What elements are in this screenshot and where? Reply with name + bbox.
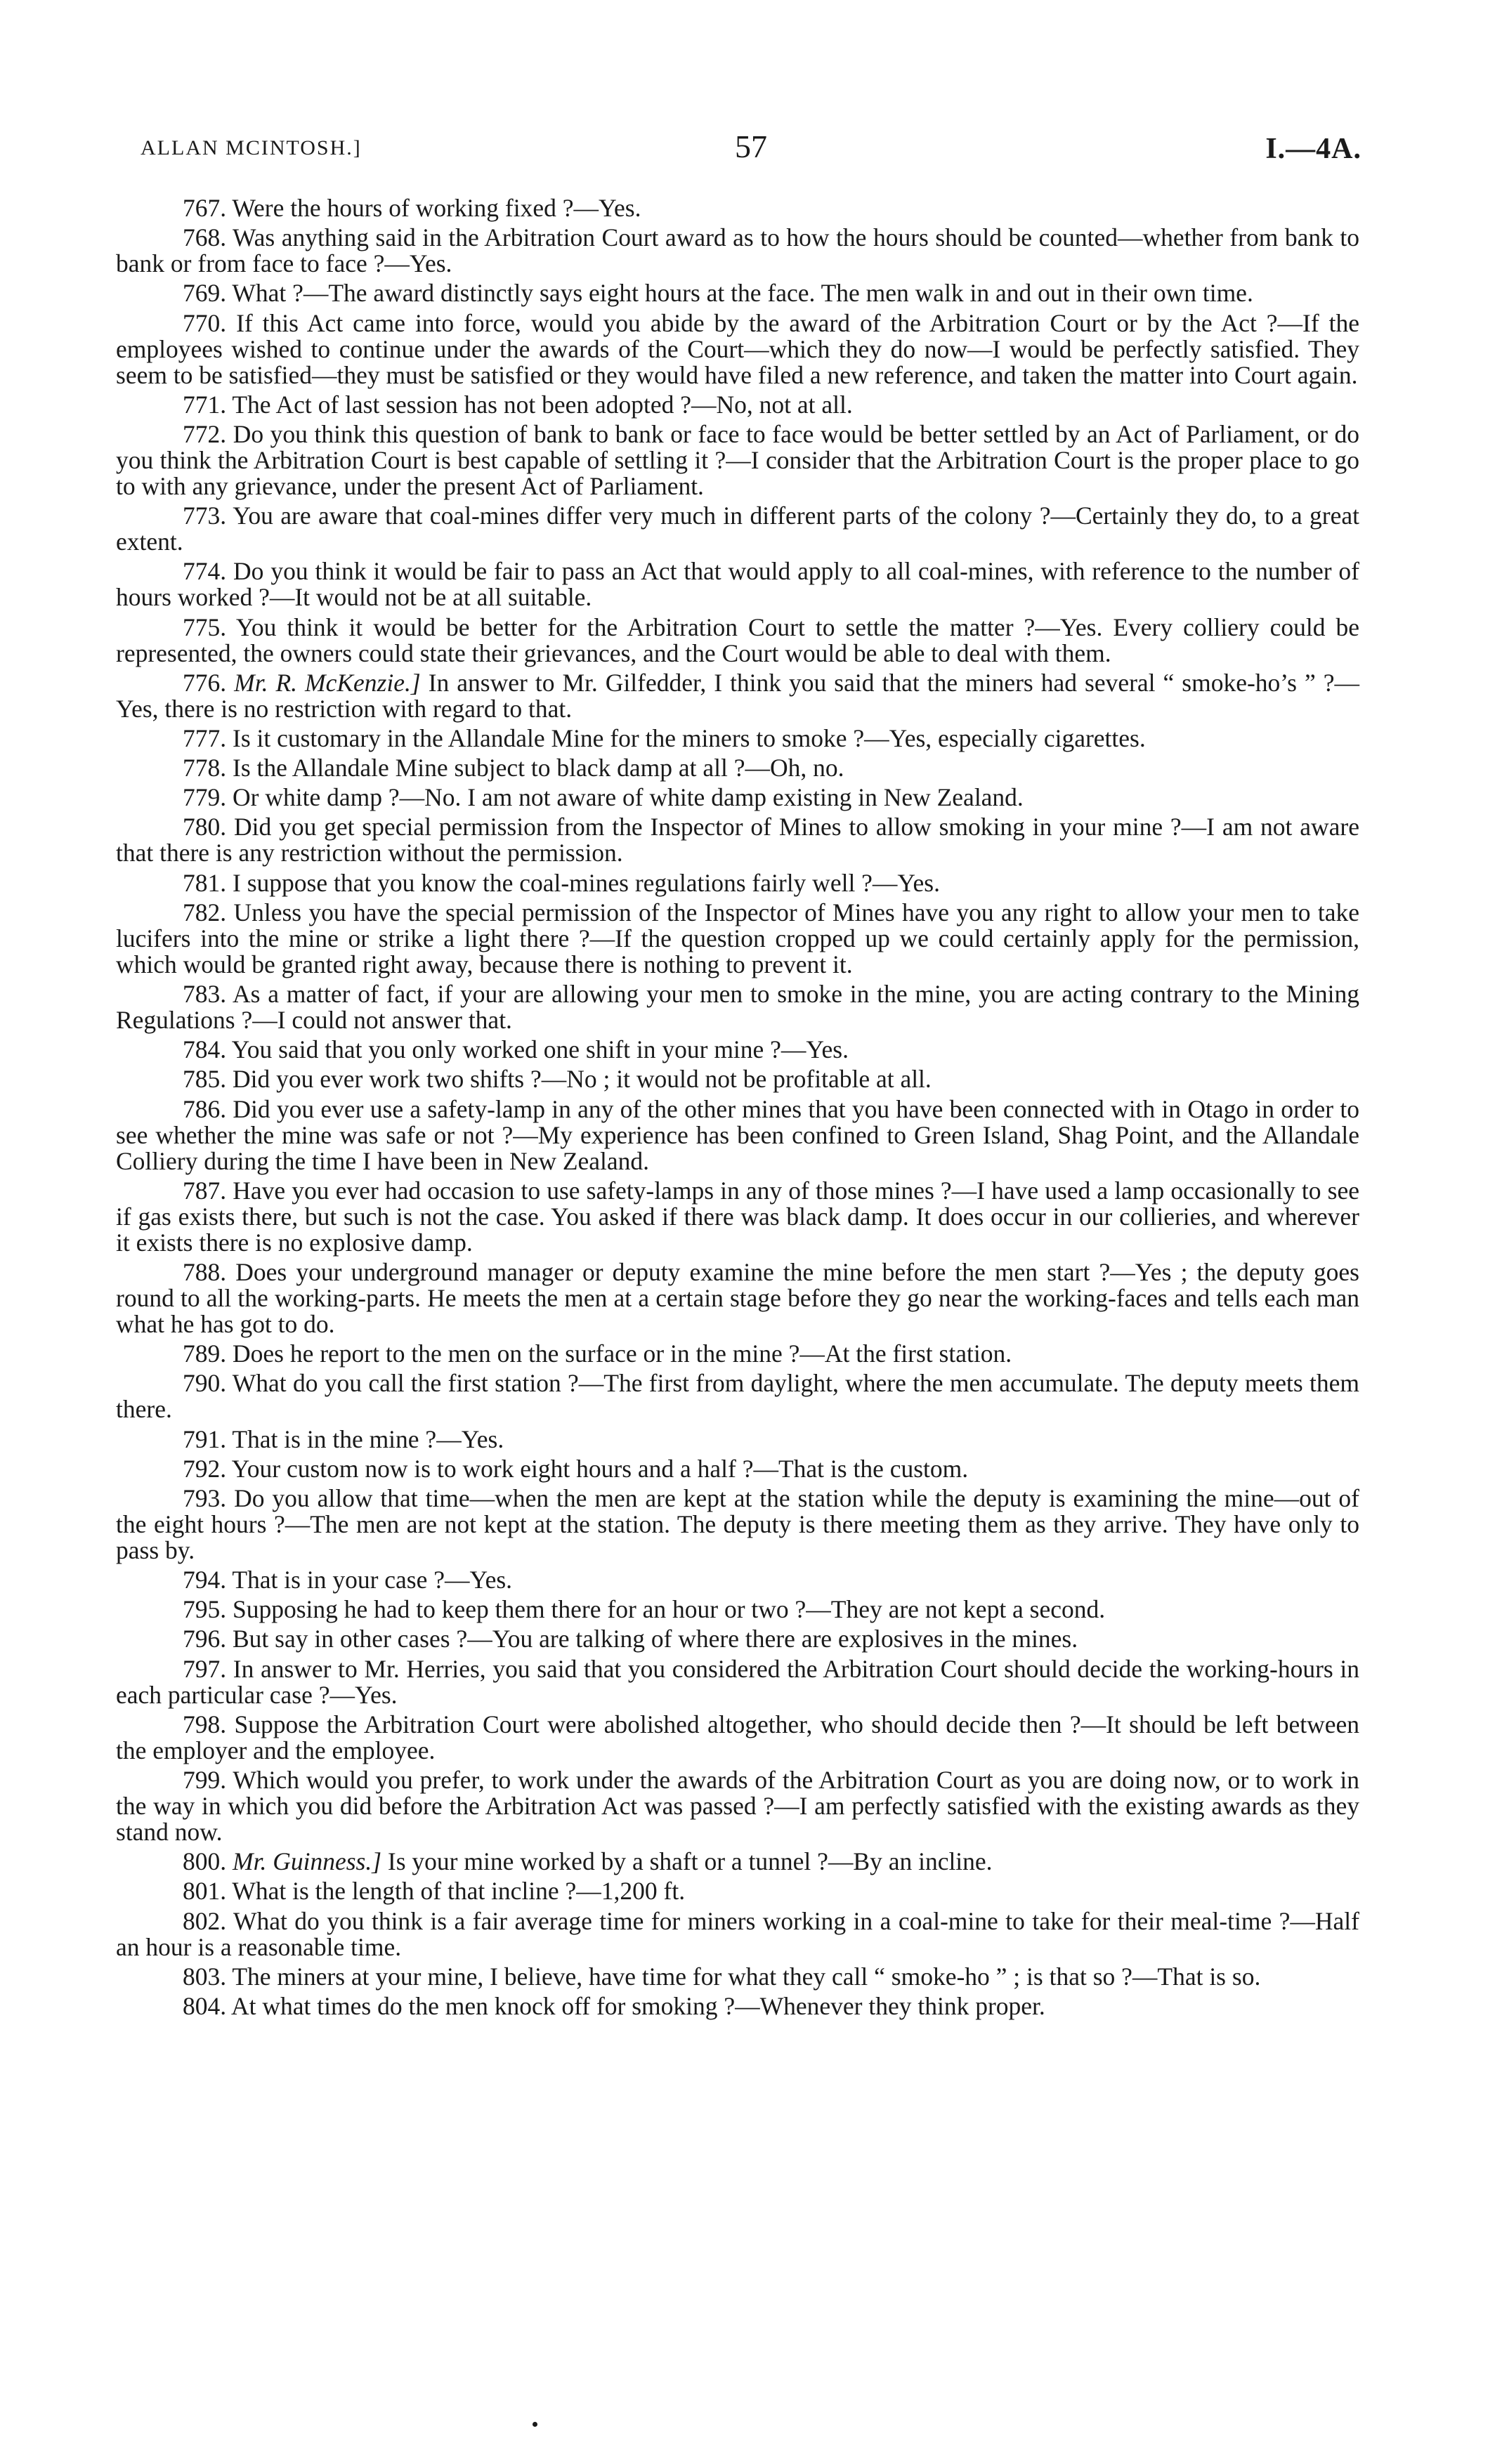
- question-paragraph: [116, 1626, 1359, 1652]
- document-reference: I.—4A.: [1265, 133, 1361, 165]
- question-paragraph: [116, 1993, 1359, 2019]
- question-paragraph: [116, 1456, 1359, 1482]
- paragraph-text: 803. The miners at your mine, I believe, have time for what they call “ smoke-ho ” ; is that so ?—That is so.: [183, 1962, 1261, 1991]
- paragraph-text: 804. At what times do the men knock off for smoking ?—Whenever they think proper.: [183, 1991, 1045, 2020]
- paragraph-text: 788. Does your underground manager or deputy examine the mine before the men start ?—Yes ; the deputy goes round to all the working-parts. He meets the men at a certain stage before they go near the working-faces and tells each man what he has got to do.: [116, 1257, 1359, 1338]
- page-header: [141, 128, 1361, 177]
- question-paragraph: [116, 1066, 1359, 1092]
- paragraph-text: 786. Did you ever use a safety-lamp in any of the other mines that you have been connected with in Otago in order to see whether the mine was safe or not ?—My experience has been confined to Green Island, Shag Point, and the Allandale Colliery during the time I have been in New Zealand.: [116, 1094, 1359, 1175]
- paragraph-text: In answer to Mr. Gilfedder, I think you said that the miners had several “ smoke-ho’s ” ?—Yes, there is no restriction with regard to that.: [116, 668, 1360, 723]
- paragraph-text: 798. Suppose the Arbitration Court were abolished altogether, who should decide then ?—It should be left between the employer and the employee.: [116, 1710, 1359, 1764]
- question-paragraph: [116, 870, 1359, 896]
- question-paragraph: [116, 195, 1359, 221]
- evidence-body: [116, 195, 1359, 2023]
- question-paragraph: [116, 1037, 1359, 1063]
- paragraph-text: 789. Does he report to the men on the surface or in the mine ?—At the first station.: [183, 1339, 1012, 1368]
- question-paragraph: [116, 225, 1359, 277]
- question-paragraph: [116, 755, 1359, 781]
- question-paragraph: [116, 1096, 1359, 1174]
- question-paragraph: [116, 723, 1359, 752]
- paragraph-text: 767. Were the hours of working fixed ?—Yes.: [183, 194, 641, 222]
- paragraph-text: 782. Unless you have the special permission of the Inspector of Mines have you any right to allow your men to take lucifers into the mine or strike a light there ?—If the question cropped up we could certainly apply for the permission, which would be granted right away, because there is nothing to prevent it.: [116, 898, 1359, 978]
- paragraph-text: 768. Was anything said in the Arbitration Court award as to how the hours should be counted—whether from bank to bank or from face to face ?—Yes.: [116, 223, 1359, 278]
- paragraph-text: 779. Or white damp ?—No. I am not aware of white damp existing in New Zealand.: [183, 783, 1024, 812]
- question-paragraph: [116, 785, 1359, 811]
- question-number: 776.: [183, 668, 227, 697]
- paragraph-text: 790. What do you call the first station ?—The first from daylight, where the men accumulate. The deputy meets them there.: [116, 1369, 1359, 1424]
- paragraph-text: 772. Do you think this question of bank to bank or face to face would be better settled by an Act of Parliament, or do you think the Arbitration Court is best capable of settling it ?—I consider that the Arbitration Court is the proper place to go to with any grievance, under the present Act of Parliament.: [116, 419, 1359, 500]
- paragraph-text: 771. The Act of last session has not been adopted ?—No, not at all.: [183, 390, 853, 419]
- paragraph-text: 784. You said that you only worked one shift in your mine ?—Yes.: [183, 1035, 849, 1064]
- paragraph-text: 777. Is it customary in the Allandale Mine for the miners to smoke ?—Yes, especially cigarettes.: [183, 723, 1146, 752]
- question-paragraph: [116, 1178, 1359, 1256]
- paragraph-text: 773. You are aware that coal-mines differ very much in different parts of the colony ?—Certainly they do, to a great extent.: [116, 502, 1359, 556]
- question-paragraph: [116, 1259, 1359, 1337]
- question-paragraph: [116, 1483, 1359, 1564]
- question-paragraph: [116, 1597, 1359, 1623]
- speaker-name: Mr. Guinness.]: [233, 1847, 382, 1876]
- paragraph-text: 796. But say in other cases ?—You are talking of where there are explosives in the mines.: [183, 1625, 1078, 1653]
- witness-name: ALLAN MCINTOSH.]: [141, 136, 362, 159]
- question-paragraph: [116, 612, 1359, 667]
- question-paragraph: [116, 421, 1359, 499]
- paragraph-text: 797. In answer to Mr. Herries, you said that you considered the Arbitration Court should decide the working-hours in each particular case ?—Yes.: [116, 1654, 1359, 1709]
- question-paragraph: [116, 280, 1359, 306]
- paragraph-text: 775. You think it would be better for the Arbitration Court to settle the matter ?—Yes. Every colliery could be represented, the owners could state their grievances, and the Court would be able to deal with them.: [116, 612, 1359, 667]
- paragraph-text: 793. Do you allow that time—when the men are kept at the station while the deputy is examining the mine—out of the eight hours ?—The men are not kept at the station. The deputy is there meeting them as they arrive. They have only to pass by.: [116, 1483, 1359, 1564]
- question-paragraph: [116, 1341, 1359, 1367]
- question-paragraph: [116, 1424, 1359, 1453]
- question-paragraph: [116, 1767, 1359, 1845]
- paragraph-text: 785. Did you ever work two shifts ?—No ; it would not be profitable at all.: [183, 1065, 932, 1094]
- paragraph-text: 795. Supposing he had to keep them there for an hour or two ?—They are not kept a second.: [183, 1595, 1106, 1624]
- paragraph-text: 780. Did you get special permission from the Inspector of Mines to allow smoking in your mine ?—I am not aware that there is any restriction without the permission.: [116, 813, 1359, 867]
- question-paragraph: [116, 1964, 1359, 1990]
- question-paragraph: [116, 558, 1359, 610]
- question-paragraph: [116, 1712, 1359, 1764]
- question-paragraph: [116, 1370, 1359, 1422]
- paragraph-text: 787. Have you ever had occasion to use safety-lamps in any of those mines ?—I have used a lamp occasionally to see if gas exists there, but such is not the case. You asked if there was black damp. It does occur in our collieries, and wherever it exists there is no explosive damp.: [116, 1176, 1359, 1257]
- paragraph-text: 778. Is the Allandale Mine subject to black damp at all ?—Oh, no.: [183, 754, 844, 782]
- speaker-name: Mr. R. McKenzie.]: [234, 668, 421, 697]
- question-paragraph: [116, 900, 1359, 978]
- question-paragraph: [116, 1878, 1359, 1904]
- paragraph-text: 783. As a matter of fact, if your are allowing your men to smoke in the mine, you are acting contrary to the Mining Regulations ?—I could not answer that.: [116, 980, 1359, 1034]
- page-number: 57: [735, 129, 767, 164]
- page-mark: [533, 2422, 537, 2427]
- question-number: 800.: [183, 1847, 227, 1876]
- paragraph-text: 781. I suppose that you know the coal-mines regulations fairly well ?—Yes.: [183, 868, 940, 897]
- question-paragraph: [116, 503, 1359, 555]
- question-paragraph: [116, 670, 1359, 722]
- question-paragraph: [116, 1849, 1359, 1875]
- paragraph-text: 791. That is in the mine ?—Yes.: [183, 1424, 504, 1453]
- question-paragraph: [116, 310, 1359, 388]
- paragraph-text: 794. That is in your case ?—Yes.: [183, 1566, 513, 1594]
- question-paragraph: [116, 1908, 1359, 1960]
- question-paragraph: [116, 1567, 1359, 1593]
- paragraph-text: 802. What do you think is a fair average time for miners working in a coal-mine to take for their meal-time ?—Half an hour is a reasonable time.: [116, 1906, 1359, 1961]
- paragraph-text: 774. Do you think it would be fair to pass an Act that would apply to all coal-mines, with reference to the number of hours worked ?—It would not be at all suitable.: [116, 557, 1359, 612]
- paragraph-text: 770. If this Act came into force, would you abide by the award of the Arbitration Court or by the Act ?—If the employees wished to continue under the awards of the Court—which they do now—I would be perfectly satisfied. They seem to be satisfied—they must be satisfied or they would have filed a new reference, and taken the matter into Court again.: [116, 308, 1359, 389]
- paragraph-text: 801. What is the length of that incline ?—1,200 ft.: [183, 1877, 686, 1906]
- question-paragraph: [116, 392, 1359, 418]
- paragraph-text: 799. Which would you prefer, to work under the awards of the Arbitration Court as you are doing now, or to work in the way in which you did before the Arbitration Act was passed ?—I am perfectly satisfied with the existing awards as they stand now.: [116, 1766, 1359, 1846]
- question-paragraph: [116, 981, 1359, 1033]
- question-paragraph: [116, 814, 1359, 866]
- paragraph-text: 792. Your custom now is to work eight hours and a half ?—That is the custom.: [183, 1454, 969, 1483]
- paragraph-text: 769. What ?—The award distinctly says eight hours at the face. The men walk in and out in their own time.: [183, 279, 1253, 308]
- question-paragraph: [116, 1656, 1359, 1708]
- paragraph-text: Is your mine worked by a shaft or a tunnel ?—By an incline.: [387, 1847, 993, 1876]
